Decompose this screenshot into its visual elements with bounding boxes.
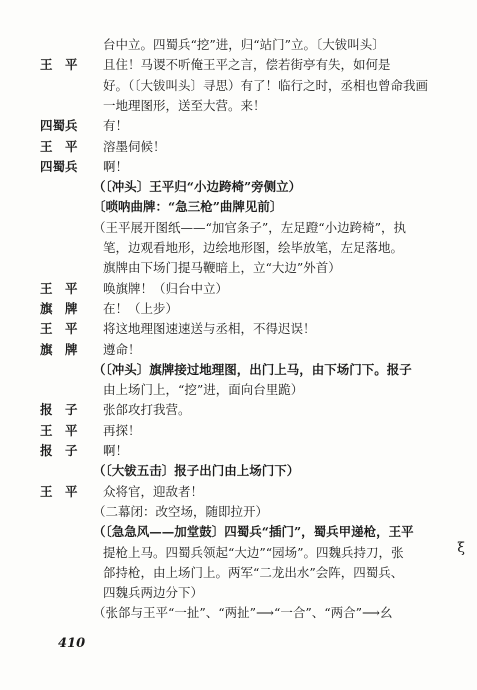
script-line — [0, 318, 477, 340]
margin-mark: ξ — [457, 540, 465, 556]
script-line — [0, 420, 477, 442]
script-line — [0, 501, 477, 523]
script-line — [0, 115, 477, 137]
speaker-name: 王 平 — [40, 483, 78, 499]
script-line — [0, 278, 477, 300]
dialogue-text: 提枪上马。四蜀兵领起“大边”“园场”。四魏兵持刀，张 — [103, 544, 404, 560]
speaker-name: 报 子 — [40, 443, 78, 458]
dialogue-text: 有！ — [103, 118, 129, 134]
script-line — [0, 156, 477, 178]
stage-direction: （〔冲头〕王平归“小边跨椅”旁侧立） — [93, 179, 302, 195]
script-line — [0, 399, 477, 421]
script-line — [0, 359, 477, 381]
speaker-name: 四蜀兵 — [40, 118, 78, 134]
stage-direction: （〔急急风——加堂鼓〕四蜀兵“插门”，蜀兵甲递枪，王平 — [93, 524, 414, 540]
dialogue-text: 四魏兵两边分下） — [103, 585, 204, 601]
dialogue-text: 啊！ — [103, 158, 129, 174]
speaker-name: 王 平 — [40, 321, 78, 337]
speaker-name: 报 子 — [40, 402, 78, 418]
speaker-name: 旗 牌 — [40, 341, 78, 357]
script-line — [0, 460, 477, 482]
stage-direction: （王平展开图纸——“加官条子”，左足蹬“小边跨椅”，执 — [93, 219, 407, 235]
dialogue-text: 好。（〔大钹叫头〕寻思）有了！临行之时，丞相也曾命我画 — [103, 77, 429, 93]
dialogue-text: 郃持枪，由上场门上。两军“二龙出水”会阵，四蜀兵、 — [103, 564, 404, 580]
dialogue-text: 溶墨伺候！ — [103, 138, 166, 154]
script-line — [0, 237, 477, 259]
script-line — [0, 196, 477, 218]
speaker-name: 王 平 — [40, 422, 78, 438]
script-line — [0, 481, 477, 503]
dialogue-text: 笔，边观看地形，边绘地形图，绘毕放笔，左足落地。 — [103, 240, 404, 255]
dialogue-text: 张郃攻打我营。 — [103, 402, 191, 418]
speaker-name: 四蜀兵 — [40, 158, 78, 174]
script-line — [0, 176, 477, 198]
script-line — [0, 54, 477, 76]
script-line — [0, 379, 477, 401]
speaker-name: 王 平 — [40, 57, 78, 73]
script-line — [0, 136, 477, 158]
script-line — [0, 217, 477, 239]
script-line — [0, 257, 477, 279]
dialogue-text: 台中立。四蜀兵“挖”进，归“站门”立。〔大钹叫头〕 — [103, 37, 385, 52]
dialogue-text: 在！（上步） — [103, 300, 179, 316]
dialogue-text: 且住！马谡不听俺王平之言，偿若街亭有失，如何是 — [103, 57, 391, 73]
stage-direction: 〔唢呐曲牌：“急三枪”曲牌见前〕 — [93, 199, 283, 215]
script-line — [0, 440, 477, 462]
script-line — [0, 562, 477, 584]
dialogue-text: 一地理图形，送至大营。来！ — [103, 97, 266, 113]
script-line — [0, 75, 477, 97]
stage-direction: （二幕闭：改空场，随即拉开） — [93, 503, 269, 519]
script-line — [0, 298, 477, 320]
dialogue-text: 唤旗牌！（归台中立） — [103, 280, 229, 296]
stage-direction: （〔冲头〕旗牌接过地理图，出门上马，由下场门下。报子 — [93, 361, 412, 377]
script-line — [0, 339, 477, 361]
stage-direction: （张郃与王平“一扯”、“两扯”⟶“一合”、“两合”⟶幺 — [93, 605, 393, 621]
script-line — [0, 34, 477, 56]
speaker-name: 王 平 — [40, 138, 78, 154]
dialogue-text: 再探！ — [103, 422, 141, 438]
dialogue-text: 由上场门上，“挖”进，面向台里跪） — [103, 382, 304, 398]
script-line — [0, 602, 477, 624]
speaker-name: 王 平 — [40, 280, 78, 296]
script-line — [0, 95, 477, 117]
dialogue-text: 旗牌由下场门提马鞭暗上，立“大边”外首） — [103, 260, 341, 276]
dialogue-text: 啊！ — [103, 443, 129, 458]
script-line — [0, 582, 477, 604]
script-line — [0, 521, 477, 543]
dialogue-text: 众将官，迎敌者！ — [103, 483, 204, 499]
script-line — [0, 542, 477, 564]
page-number: 410 — [58, 636, 86, 651]
dialogue-text: 将这地理图速速送与丞相，不得迟误！ — [103, 321, 316, 337]
dialogue-text: 遵命！ — [103, 341, 141, 357]
stage-direction: （〔大钹五击〕报子出门由上场门下） — [93, 463, 300, 479]
speaker-name: 旗 牌 — [40, 300, 78, 316]
